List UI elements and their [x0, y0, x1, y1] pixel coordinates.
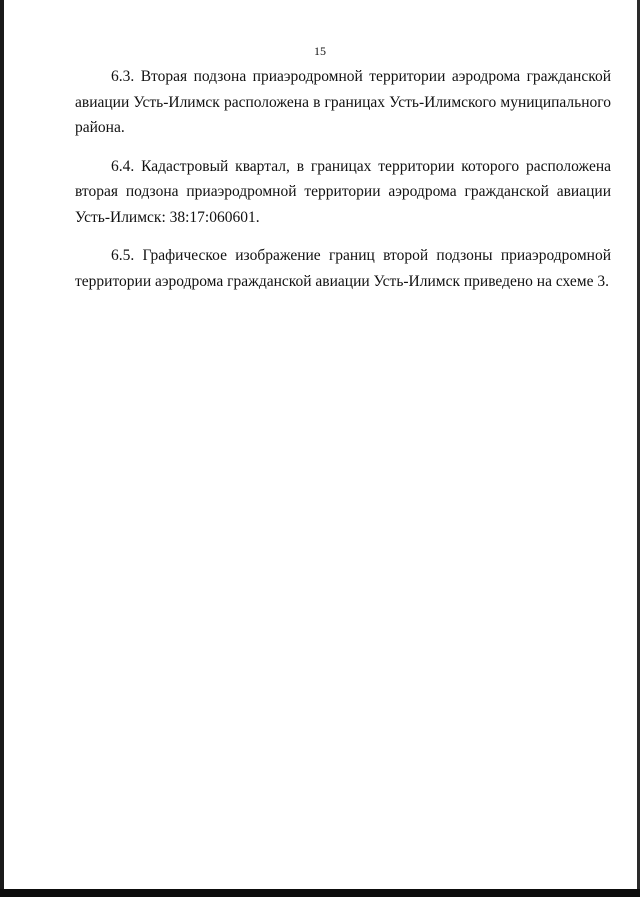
paragraph-6-5: 6.5. Графическое изображение границ второй подзоны приаэродромной территории аэродрома гражданской авиации Усть-Илимск приведено на схеме 3.: [75, 247, 611, 290]
scan-edge-bottom: [0, 889, 640, 897]
document-body: [75, 64, 611, 307]
paragraph-6-3: 6.3. Вторая подзона приаэродромной территории аэродрома гражданской авиации Усть-Илимск расположена в границах Усть-Илимского муниципального района.: [75, 68, 611, 136]
page-number: 15: [314, 44, 326, 58]
scan-edge-left: [0, 0, 4, 897]
paragraph-6-4: 6.4. Кадастровый квартал, в границах территории которого расположена вторая подзона приаэродромной территории аэродрома гражданской авиации Усть-Илимск: 38:17:060601.: [75, 157, 611, 226]
